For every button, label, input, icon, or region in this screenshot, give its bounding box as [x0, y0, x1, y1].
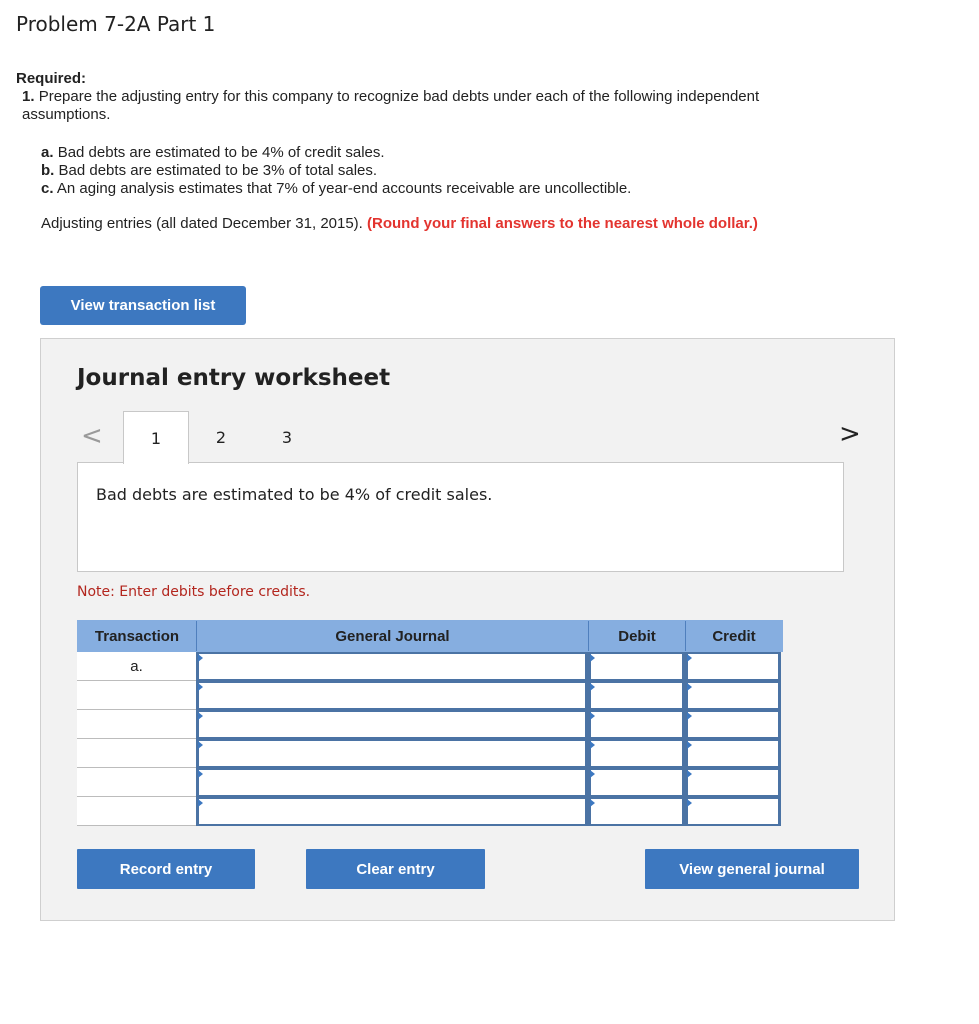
page-title: Problem 7-2A Part 1 — [16, 12, 216, 36]
required-item — [22, 88, 782, 124]
credit-input[interactable] — [685, 652, 781, 681]
journal-table-header — [77, 620, 783, 652]
transaction-cell — [77, 797, 196, 826]
required-item-text: Prepare the adjusting entry for this company to recognize bad debts under each of the following independent assumptions. — [22, 88, 760, 123]
tab-2[interactable]: 2 — [215, 427, 227, 447]
account-input[interactable] — [196, 797, 588, 826]
adjusting-instructions — [41, 215, 811, 233]
assumption-c: c. An aging analysis estimates that 7% of year-end accounts receivable are uncollectible. — [41, 180, 632, 197]
required-item-number: 1. — [22, 88, 35, 105]
credit-input[interactable] — [685, 768, 781, 797]
transaction-cell — [77, 768, 196, 797]
account-input[interactable] — [196, 739, 588, 768]
tab-1[interactable]: 1 — [123, 411, 189, 464]
chevron-left-icon[interactable]: < — [81, 421, 103, 451]
table-row — [77, 710, 783, 739]
header-general-journal: General Journal — [197, 621, 589, 651]
debit-input[interactable] — [588, 681, 685, 710]
transaction-cell — [77, 739, 196, 768]
transaction-description: Bad debts are estimated to be 4% of credit sales. — [96, 485, 493, 504]
table-row — [77, 739, 783, 768]
view-general-journal-button[interactable]: View general journal — [645, 849, 859, 889]
assumption-a: a. Bad debts are estimated to be 4% of credit sales. — [41, 144, 385, 161]
account-input[interactable] — [196, 710, 588, 739]
adjusting-text: Adjusting entries (all dated December 31, 2015). — [41, 215, 363, 232]
journal-entry-worksheet-panel — [40, 338, 895, 921]
tab-3[interactable]: 3 — [281, 427, 293, 447]
journal-table — [77, 620, 783, 826]
assumption-b: b. Bad debts are estimated to be 3% of total sales. — [41, 162, 378, 179]
debit-input[interactable] — [588, 739, 685, 768]
table-row — [77, 768, 783, 797]
record-entry-button[interactable]: Record entry — [77, 849, 255, 889]
debit-input[interactable] — [588, 652, 685, 681]
debit-input[interactable] — [588, 768, 685, 797]
transaction-description-box — [77, 462, 844, 572]
rounding-note: (Round your final answers to the nearest whole dollar.) — [367, 215, 758, 232]
table-row — [77, 797, 783, 826]
debit-input[interactable] — [588, 797, 685, 826]
account-input[interactable] — [196, 652, 588, 681]
header-credit: Credit — [712, 627, 756, 645]
header-debit: Debit — [589, 621, 686, 651]
table-row — [77, 652, 783, 681]
credit-input[interactable] — [685, 739, 781, 768]
credit-input[interactable] — [685, 797, 781, 826]
transaction-cell — [77, 710, 196, 739]
view-transaction-list-button[interactable]: View transaction list — [40, 286, 246, 325]
debits-note: Note: Enter debits before credits. — [77, 584, 311, 600]
debit-input[interactable] — [588, 710, 685, 739]
header-transaction: Transaction — [78, 621, 197, 651]
chevron-right-icon[interactable]: > — [839, 419, 861, 449]
account-input[interactable] — [196, 768, 588, 797]
table-row — [77, 681, 783, 710]
credit-input[interactable] — [685, 710, 781, 739]
credit-input[interactable] — [685, 681, 781, 710]
assumptions-list — [41, 144, 631, 198]
transaction-cell — [77, 681, 196, 710]
clear-entry-button[interactable]: Clear entry — [306, 849, 485, 889]
transaction-cell: a. — [77, 652, 196, 681]
worksheet-title: Journal entry worksheet — [77, 365, 391, 391]
required-label: Required: — [16, 70, 87, 87]
account-input[interactable] — [196, 681, 588, 710]
